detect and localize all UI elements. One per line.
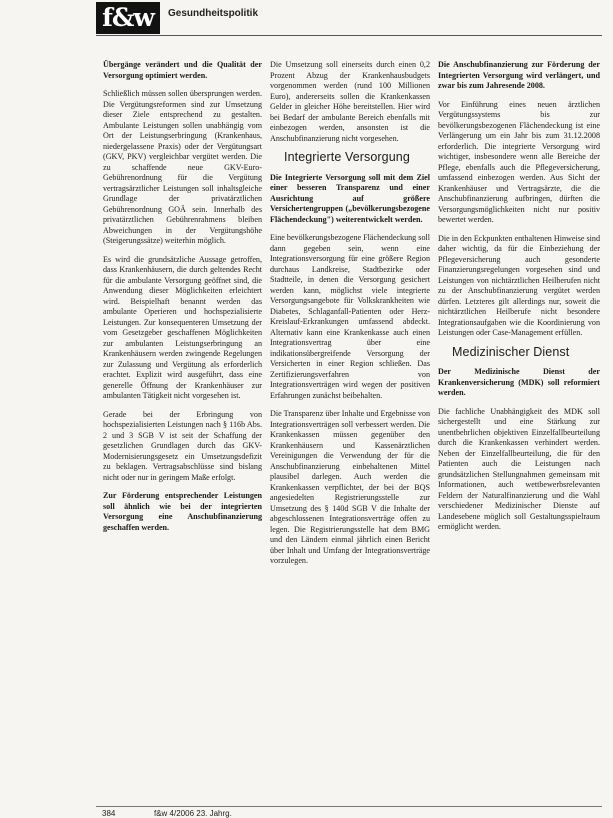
footer-divider — [96, 806, 602, 807]
body-paragraph: Gerade bei der Erbringung von hochspezialisierten Leistungen nach § 116b Abs. 2 und 3 SGB V ist seit der Schaffung der gesetzlichen Grundlagen durch das GKV-Modernisierungsgesetz ein Umsetzungsdefizit zu beklagen. Vertragsabschlüsse sind bislang nicht oder nur in geringem Maße erfolgt. — [103, 409, 262, 482]
body-paragraph: Schließlich müssen sollen übersprungen werden. Die Vergütungsreformen sind zur Umsetzung dieser Ziele entsprechend zu gestalten. Ambulante Leistungen sollen unabhängig vom Ort der Leistungserbringung (Krankenhaus, niedergelassene Praxis) oder der Vergütungsart (GKV, PKV) vergleichbar vergütet werden. Die zu schaffende neue GKV-Euro-Gebührenordnung für die Vergütung vertragsärztlicher Leistungen soll inhaltsgleiche Grundlage der privatärztlichen Gebührenordnung GOÄ sein. Innerhalb des privatärztlichen Gebührenrahmens bleiben Abweichungen in der Vergütungshöhe (Steigerungssätze) weiterhin möglich. — [103, 89, 262, 245]
body-paragraph: Es wird die grundsätzliche Aussage getroffen, dass Krankenhäusern, die durch geltendes Recht für die ambulante Versorgung geöffnet sind, die Anwendung dieser Möglichkeiten erleichtert wird. Beispielhaft benannt werden das ambulante Operieren und hochspezialisierte Leistungen. Zur konsequenteren Umsetzung der vom Gesetzgeber geschaffenen Möglichkeiten zur ambulanten Leistungserbringung an Krankenhäusern werden zwingende Regelungen zur Zulassung und Vergütung als erforderlich erachtet. Explizit wird ausgeführt, dass eine generelle Öffnung der Krankenhäuser zur ambulanten Tätigkeit nicht vorgesehen ist. — [103, 254, 262, 400]
body-paragraph: Eine bevölkerungsbezogene Flächendeckung soll dann gegeben sein, wenn eine Integrationsversorgung für eine größere Region durchaus Landkreise, Stadtbezirke oder Stadtteile, in denen die Versorgung gesichert werden kann, möglichst viele integrierte Versorgungsangebote für Volkskrankheiten wie Diabetes, Schlaganfall-Patienten oder Herz-Kreislauf-Erkrankungen umfassend abdeckt. Alternativ kann eine Krankenkasse auch einen Integrationsvertrag über eine indikationsübergreifende Versorgung der Versicherten in einer Region schließen. Das Zertifizierungsverfahren von Integrationsverträgen wird wegen der positiven Erfahrungen zunächst beibehalten. — [270, 233, 430, 400]
header-divider — [96, 35, 602, 36]
subheading-integrierte-versorgung: Integrierte Versorgung — [284, 150, 410, 164]
lead-paragraph: Die Anschubfinanzierung zur Förderung der Integrierten Versorgung wird verlängert, und zwar bis zum Jahresende 2008. — [438, 60, 600, 90]
lead-paragraph: Zur Förderung entsprechender Leistungen soll ähnlich wie bei der integrierten Versorgung eine Anschubfinanzierung geschaffen werden. — [103, 491, 262, 532]
issue-info: f&w 4/2006 23. Jahrg. — [154, 809, 232, 818]
section-title: Gesundheitspolitik — [168, 8, 259, 19]
journal-logo: f&w — [96, 2, 160, 34]
body-paragraph: Die fachliche Unabhängigkeit des MDK soll sichergestellt und eine Stärkung zur unentbehrlichen objektiven Einzelfallbeurteilung durch die Krankenkassen verhindert werden. Neben der Einzelfallbeurteilung, die für den Patienten auch die Leistungen nach grundsätzlichen Stellungnahmen gemeinsam mit Informationen, auch wettbewerbsrelevanten Feldern der Naturalfinanzierung und die Wahl verschiedener Medizinischer Dienste auf Landesebene möglich soll Gestaltungsspielraum ermöglicht werden. — [438, 406, 600, 531]
body-paragraph: Vor Einführung eines neuen ärztlichen Vergütungssystems bis zur bevölkerungsbezogenen Flächendeckung ist eine Verlängerung um ein Jahr bis zum 31.12.2008 erforderlich. Die integrierte Versorgung wird wichtiger, insbesondere wenn alle Bereiche der Pflege, ebenfalls auch die Pflegeversicherung, umfassend einbezogen werden. Aus Sicht der Krankenhäuser und Vertragsärzte, die die Anschubfinanzierung aufbringen, dürften die Versorgungsmöglichkeiten nicht nur positiv bewertet werden. — [438, 99, 600, 224]
body-paragraph: Die Transparenz über Inhalte und Ergebnisse von Integrationsverträgen soll verbessert werden. Die Krankenkassen müssen gegenüber den Krankenhäusern und Kassenärztlichen Vereinigungen die Verwendung der für die Anschubfinanzierung einbehaltenen Mittel plausibel darlegen. Auch werden die Krankenkassen verpflichtet, der bei der BQS angesiedelten Registrierungsstelle zur Umsetzung des § 140d SGB V die Inhalte der abgeschlossenen Integrationsverträge offen zu legen. Die Registrierungsstelle hat dem BMG und den Ländern einmal jährlich einen Bericht über Inhalt und Umfang der Integrationsverträge vorzulegen. — [270, 409, 430, 565]
text-column-2 — [270, 60, 430, 575]
lead-paragraph: Die Integrierte Versorgung soll mit dem Ziel einer besseren Transparenz und einer Ausrichtung auf größere Versichertengruppen („bevölkerungsbezogene Flächendeckung") weiterentwickelt werden. — [270, 172, 430, 224]
body-paragraph: Die in den Eckpunkten enthaltenen Hinweise sind daher wichtig, da für die Einbeziehung der Pflegeversicherung auch gesonderte Finanzierungsregelungen vorgesehen sind und Leistungen von nichtärztlichen Heilberufen nicht zu der Anschubfinanzierung vergütet werden dürfen. Letzteres gilt allerdings nur, soweit die nichtärztlichen Heilberufe nicht besondere Integrationsaufgaben wie die Koordinierung von Leistungen oder Case-Management erfüllen. — [438, 233, 600, 337]
lead-paragraph: Übergänge verändert und die Qualität der Versorgung optimiert werden. — [103, 60, 262, 80]
text-column-1 — [103, 60, 262, 541]
lead-paragraph: Der Medizinische Dienst der Krankenversicherung (MDK) soll reformiert werden. — [438, 367, 600, 397]
subheading-medizinischer-dienst: Medizinischer Dienst — [452, 344, 570, 359]
page-number: 384 — [102, 809, 116, 818]
body-paragraph: Die Umsetzung soll einerseits durch einen 0,2 Prozent Abzug der Krankenhausbudgets vorgenommen werden (rund 100 Millionen Euro), andererseits sollen die Krankenkassen Gelder in gleicher Höhe bereitstellen. Hier wird bei Bedarf der ambulante Bereich ebenfalls mit einbezogen werden, ansonsten ist die Anschubfinanzierung nicht vorgesehen. — [270, 60, 430, 143]
text-column-3 — [438, 60, 600, 541]
